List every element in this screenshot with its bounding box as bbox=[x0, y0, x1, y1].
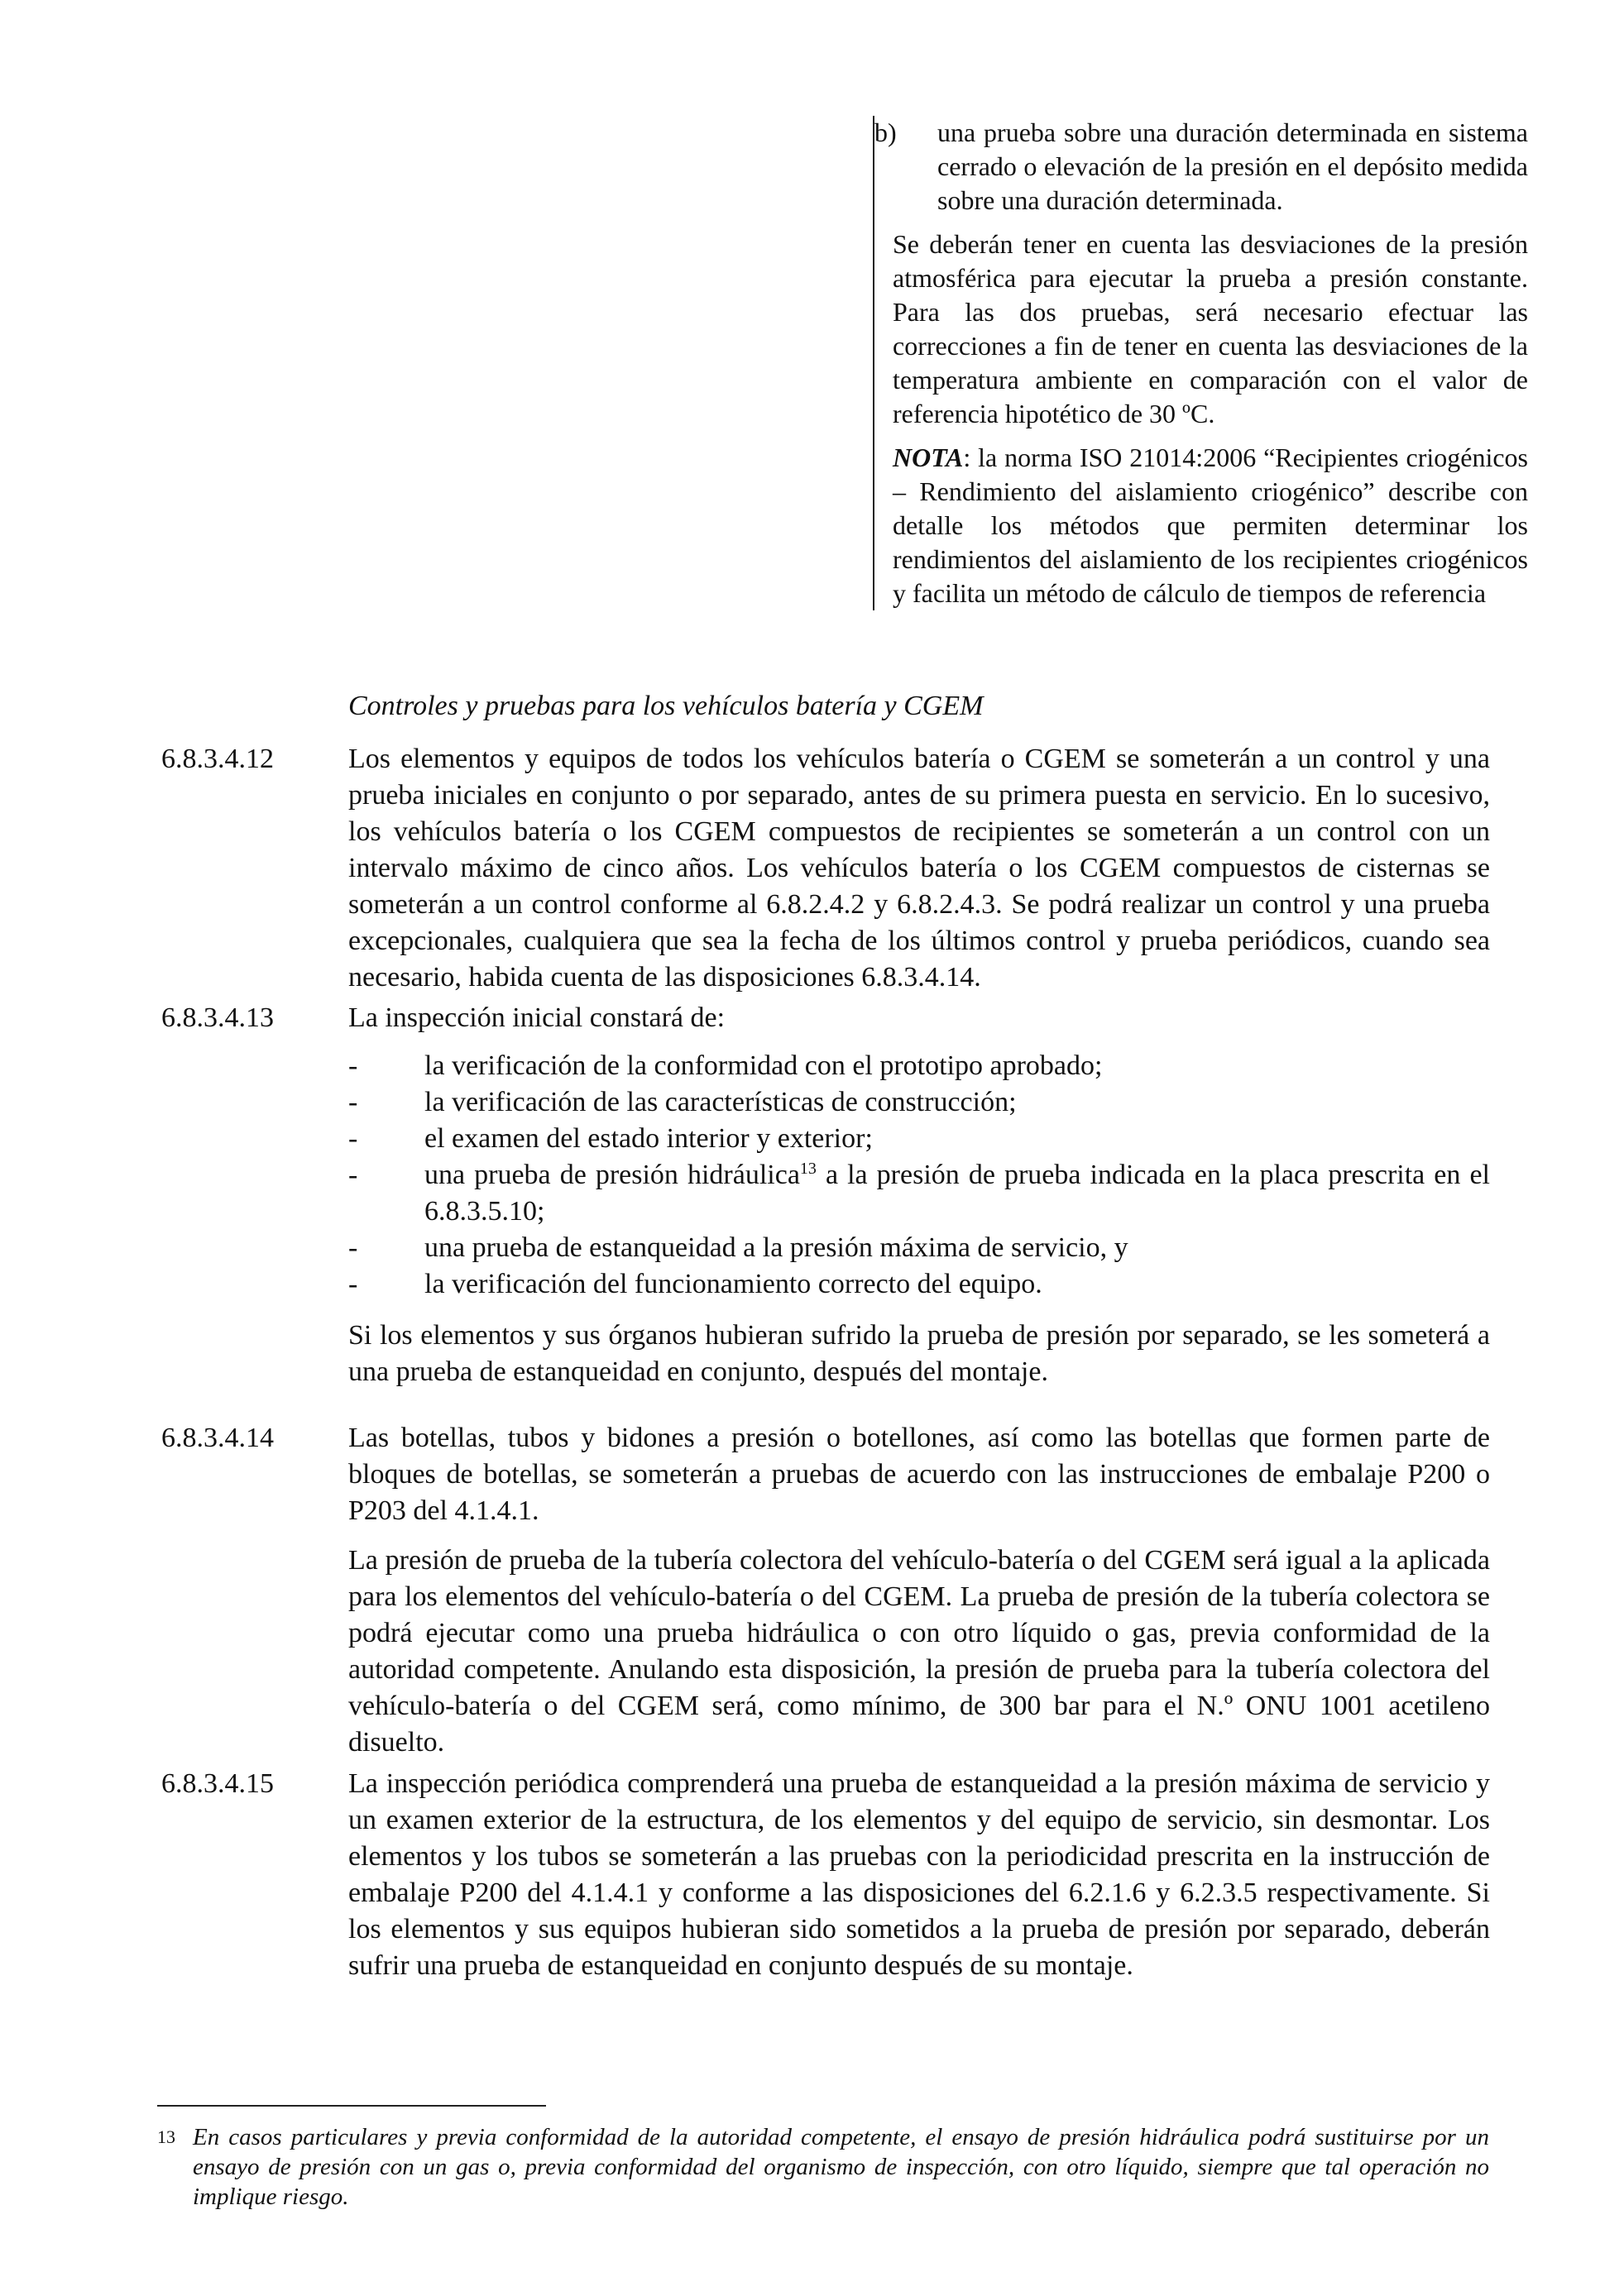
list-item bbox=[348, 1157, 1490, 1230]
section-text: Los elementos y equipos de todos los vehículos batería o CGEM se someterán a un control y una prueba iniciales en conjunto o por separado, antes de su primera puesta en servicio. En lo sucesivo, los vehículos batería o los CGEM compuestos de recipientes se someterán a un control con un intervalo máximo de cinco años. Los vehículos batería o los CGEM compuestos de cisternas se someterán a un control conforme al 6.8.2.4.2 y 6.8.2.4.3. Se podrá realizar un control y una prueba excepcionales, cualquiera que sea la fecha de los últimos control y prueba periódicos, cuando sea necesario, habida cuenta de las disposiciones 6.8.3.4.14. bbox=[348, 744, 1490, 993]
dash-marker: - bbox=[348, 1123, 358, 1154]
dash-marker: - bbox=[348, 1232, 358, 1263]
list-item-text: la verificación de las características de construcción; bbox=[424, 1087, 1017, 1117]
section-number: 6.8.3.4.12 bbox=[161, 744, 274, 774]
dash-marker: - bbox=[348, 1160, 358, 1190]
nota-paragraph bbox=[893, 441, 1528, 610]
section-paragraph-2: La presión de prueba de la tubería colectora del vehículo-batería o del CGEM será igual a la aplicada para los elementos del vehículo-batería o del CGEM. La prueba de presión de la tubería colectora se podrá ejecutar como una prueba hidráulica o con otro líquido o gas, previa conformidad de la autoridad competente. Anulando esta disposición, la presión de prueba para la tubería colectora del vehículo-batería o del CGEM será, como mínimo, de 300 bar para el N.º ONU 1001 acetileno disuelto. bbox=[348, 1545, 1490, 1758]
footnote-text: En casos particulares y previa conformidad de la autoridad competente, el ensayo de presión hidráulica podrá sustituirse por un ensayo de presión con un gas o, previa conformidad del organismo de inspección, con otro líquido, siempre que tal operación no implique riesgo. bbox=[193, 2124, 1489, 2210]
section-text: La inspección periódica comprenderá una prueba de estanqueidad a la presión máxima de servicio y un examen exterior de la estructura, de los elementos y del equipo de servicio, sin desmontar. Los elementos y los tubos se someterán a las pruebas con la periodicidad prescrita en la instrucción de embalaje P200 del 4.1.4.1 y conforme a las disposiciones del 6.2.1.6 y 6.2.3.5 respectivamente. Si los elementos y sus equipos hubieran sido sometidos a la prueba de presión por separado, deberán sufrir una prueba de estanqueidad en conjunto después de su montaje. bbox=[348, 1768, 1490, 1981]
dash-marker: - bbox=[348, 1269, 358, 1299]
list-item-text: la verificación de la conformidad con el prototipo aprobado; bbox=[424, 1050, 1103, 1081]
footnote-divider bbox=[157, 2105, 546, 2107]
list-item-text: la verificación del funcionamiento correcto del equipo. bbox=[424, 1269, 1042, 1299]
footnote bbox=[157, 2122, 1489, 2212]
list-item-text: una prueba de estanqueidad a la presión máxima de servicio, y bbox=[424, 1232, 1128, 1263]
list-item bbox=[348, 1230, 1490, 1266]
list-item-b bbox=[874, 116, 1528, 218]
right-box-paragraph: Se deberán tener en cuenta las desviaciones de la presión atmosférica para ejecutar la prueba a presión constante. Para las dos pruebas, será necesario efectuar las correcciones a fin de tener en cuenta las desviaciones de la temperatura ambiente en comparación con el valor de referencia hipotético de 30 ºC. bbox=[893, 229, 1528, 428]
dash-marker: - bbox=[348, 1050, 358, 1081]
inspection-list bbox=[348, 1048, 1490, 1303]
nota-label: NOTA bbox=[893, 442, 964, 472]
list-item bbox=[348, 1084, 1490, 1121]
section-intro: La inspección inicial constará de: bbox=[348, 1002, 726, 1033]
list-item bbox=[348, 1266, 1490, 1303]
dash-marker: - bbox=[348, 1087, 358, 1117]
list-item-text-cont: a la presión de prueba indicada en la placa prescrita en el 6.8.3.5.10; bbox=[424, 1160, 1490, 1227]
section-number: 6.8.3.4.14 bbox=[161, 1423, 274, 1453]
footnote-number: 13 bbox=[157, 2126, 175, 2147]
footnote-ref[interactable]: 13 bbox=[799, 1160, 817, 1178]
section-closing: Si los elementos y sus órganos hubieran sufrido la prueba de presión por separado, se les someterá a una prueba de estanqueidad en conjunto, después del montaje. bbox=[348, 1320, 1490, 1387]
section-paragraph-1: Las botellas, tubos y bidones a presión o botellones, así como las botellas que formen parte de bloques de botellas, se someterán a pruebas de acuerdo con las instrucciones de embalaje P200 o P203 del 4.1.4.1. bbox=[348, 1423, 1490, 1526]
right-note-box bbox=[873, 116, 1528, 610]
nota-text: : la norma ISO 21014:2006 “Recipientes criogénicos – Rendimiento del aislamiento criogénico” describe con detalle los métodos que permiten determinar los rendimientos del aislamiento de los recipientes criogénicos y facilita un método de cálculo de tiempos de referencia bbox=[893, 442, 1528, 608]
item-b-label: b) bbox=[874, 117, 897, 147]
list-item-text: el examen del estado interior y exterior; bbox=[424, 1123, 873, 1154]
section-number: 6.8.3.4.13 bbox=[161, 1002, 274, 1033]
section-heading: Controles y pruebas para los vehículos batería y CGEM bbox=[348, 691, 984, 721]
item-b-text: una prueba sobre una duración determinada en sistema cerrado o elevación de la presión en el depósito medida sobre una duración determinada. bbox=[937, 117, 1528, 215]
list-item bbox=[348, 1121, 1490, 1157]
list-item bbox=[348, 1048, 1490, 1084]
list-item-text: una prueba de presión hidráulica bbox=[424, 1160, 800, 1190]
section-number: 6.8.3.4.15 bbox=[161, 1768, 274, 1799]
